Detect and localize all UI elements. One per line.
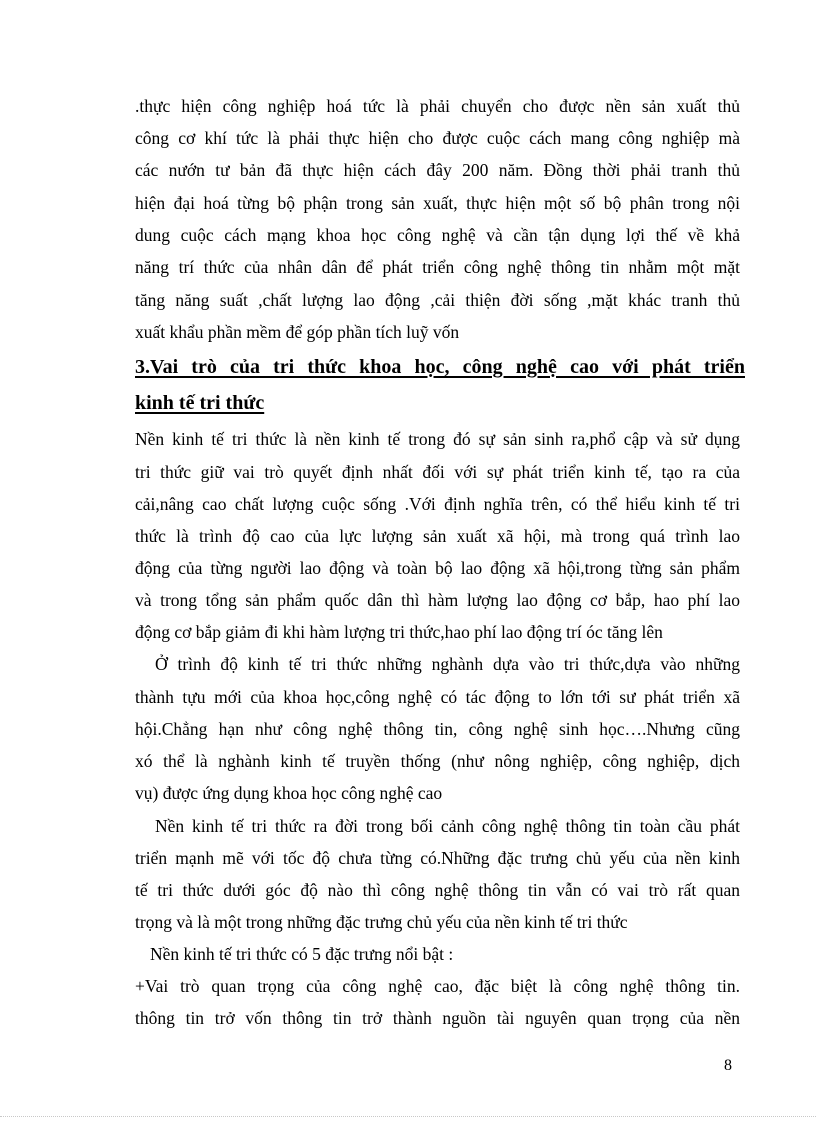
paragraph-1-line-8: xuất khẩu phần mềm để góp phần tích luỹ vốn	[135, 322, 460, 342]
paragraph-3-line-4: xó thể là nghành kinh tế truyền thống (như nông nghiệp, công nghiệp, dịch	[135, 751, 740, 771]
page-bottom-divider	[0, 1116, 816, 1117]
paragraph-1-line-2: công cơ khí tức là phải thực hiện cho được cuộc cách mang công nghiệp mà	[135, 128, 740, 148]
paragraph-4-line-3: tế tri thức dưới góc độ nào thì công nghệ thông tin vẫn có vai trò rất quan	[135, 880, 740, 900]
paragraph-1-line-1: .thực hiện công nghiệp hoá tức là phải chuyển cho được nền sản xuất thủ	[135, 96, 740, 116]
paragraph-1-line-5: dung cuộc cách mạng khoa học công nghệ và cần tận dụng lợi thế về khả	[135, 225, 740, 245]
paragraph-2-line-4: thức là trình độ cao của lực lượng sản xuất xã hội, mà trong quá trình lao	[135, 526, 740, 546]
paragraph-3-line-3: hội.Chẳng hạn như công nghệ thông tin, công nghệ sinh học….Nhưng cũng	[135, 719, 740, 739]
paragraph-4-line-2: triển mạnh mẽ với tốc độ chưa từng có.Những đặc trưng chủ yếu của nền kinh	[135, 848, 740, 868]
paragraph-5-line-1: Nền kinh tế tri thức có 5 đặc trưng nổi bật :	[150, 944, 454, 964]
paragraph-2-line-1: Nền kinh tế tri thức là nền kinh tế trong đó sự sản sinh ra,phổ cập và sử dụng	[135, 429, 740, 449]
paragraph-3-line-2: thành tựu mới của khoa học,công nghệ có tác động to lớn tới sư phát triển xã	[135, 687, 740, 707]
paragraph-4-line-4: trọng và là một trong những đặc trưng chủ yếu của nền kinh tế tri thức	[135, 912, 628, 932]
page-number: 8	[724, 1057, 732, 1074]
paragraph-6-line-1: +Vai trò quan trọng của công nghệ cao, đặc biệt là công nghệ thông tin.	[135, 976, 740, 996]
paragraph-1-line-6: năng trí thức của nhân dân để phát triển công nghệ thông tin nhằm một mặt	[135, 257, 740, 277]
paragraph-2-line-3: cải,nâng cao chất lượng cuộc sống .Với định nghĩa trên, có thể hiểu kinh tế tri	[135, 494, 740, 514]
paragraph-2-line-6: và trong tổng sản phẩm quốc dân thì hàm lượng lao động cơ bắp, hao phí lao	[135, 590, 740, 610]
paragraph-1-line-4: hiện đại hoá từng bộ phận trong sản xuất, thực hiện một số bộ phân trong nội	[135, 193, 740, 213]
paragraph-4-line-1: Nền kinh tế tri thức ra đời trong bối cảnh công nghệ thông tin toàn cầu phát	[155, 816, 740, 836]
paragraph-1-line-3: các nướn tư bản đã thực hiện cách đây 200 năm. Đồng thời phải tranh thủ	[135, 160, 740, 180]
section-heading-line-2: kinh tế tri thức	[135, 392, 265, 414]
paragraph-3-line-5: vụ) được ứng dụng khoa học công nghệ cao	[135, 783, 443, 803]
paragraph-2-line-5: động của từng người lao động và toàn bộ lao động xã hội,trong từng sản phẩm	[135, 558, 740, 578]
paragraph-2-line-2: tri thức giữ vai trò quyết định nhất đối với sự phát triển kinh tế, tạo ra của	[135, 462, 740, 482]
paragraph-1-line-7: tăng năng suất ,chất lượng lao động ,cải thiện đời sống ,mặt khác tranh thủ	[135, 290, 740, 310]
section-heading-line-1: 3.Vai trò của tri thức khoa học, công nghệ cao với phát triển	[135, 356, 745, 378]
paragraph-3-line-1: Ở trình độ kinh tế tri thức những nghành dựa vào tri thức,dựa vào những	[155, 654, 740, 674]
paragraph-2-line-7: động cơ bắp giảm đi khi hàm lượng tri thức,hao phí lao động trí óc tăng lên	[135, 622, 663, 642]
paragraph-6-line-2: thông tin trở vốn thông tin trở thành nguồn tài nguyên quan trọng của nền	[135, 1008, 740, 1028]
